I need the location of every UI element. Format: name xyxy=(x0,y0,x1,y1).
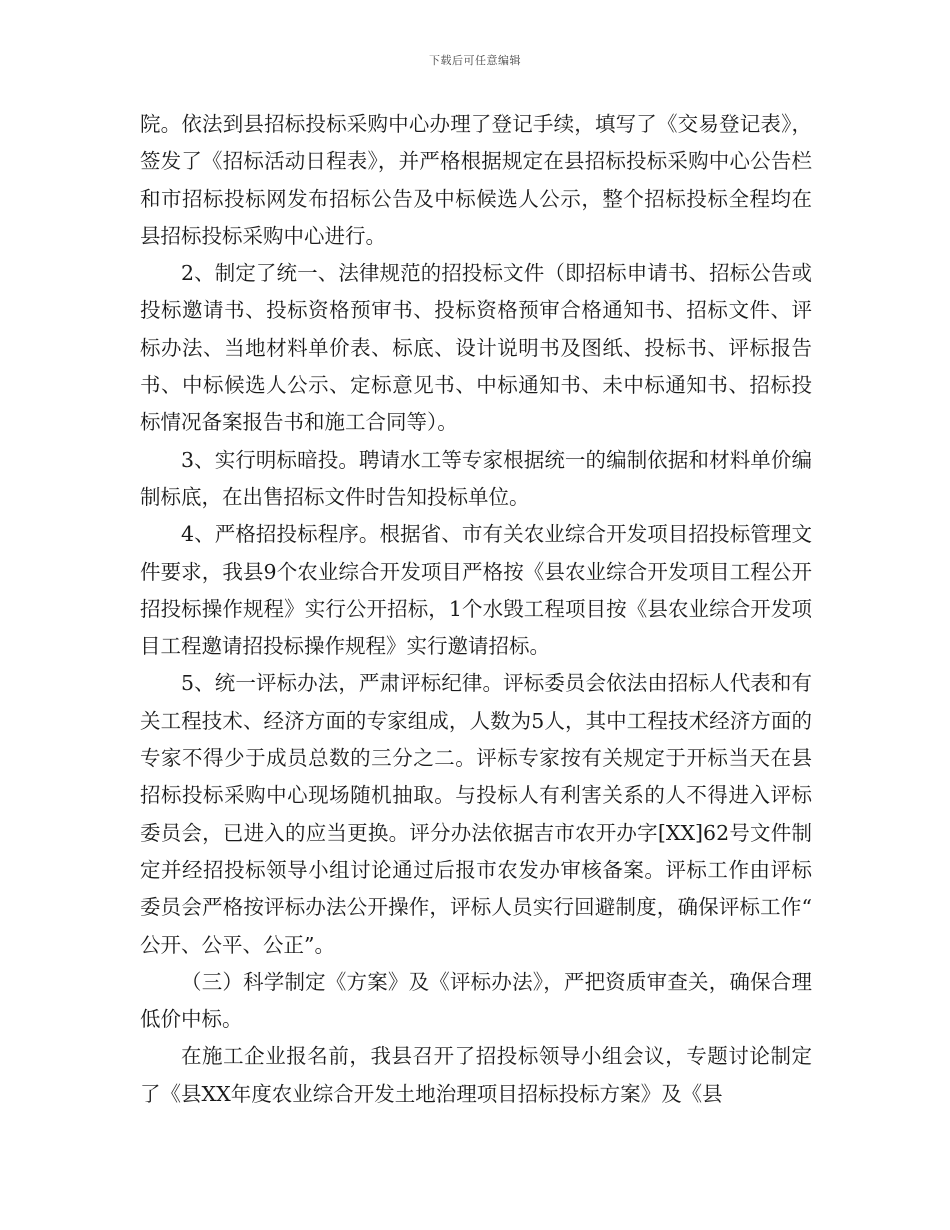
document-body xyxy=(140,106,812,1113)
paragraph-item-4: 4、严格招投标程序。根据省、市有关农业综合开发项目招投标管理文件要求，我县9个农业综合开发项目严格按《县农业综合开发项目工程公开招投标操作规程》实行公开招标，1个水毁工程项目按《县农业综合开发项目工程邀请招投标操作规程》实行邀请招标。 xyxy=(140,522,812,659)
paragraph-item-3: 3、实行明标暗投。聘请水工等专家根据统一的编制依据和材料单价编制标底，在出售招标文件时告知投标单位。 xyxy=(140,447,812,509)
paragraph-continuation: 院。依法到县招标投标采购中心办理了登记手续，填写了《交易登记表》，签发了《招标活动日程表》，并严格根据规定在县招标投标采购中心公告栏和市招标投标网发布招标公告及中标候选人公示，整个招标投标全程均在县招标投标采购中心进行。 xyxy=(140,112,812,248)
page-header: 下载后可任意编辑 xyxy=(429,54,521,67)
paragraph-item-5: 5、统一评标办法，严肃评标纪律。评标委员会依法由招标人代表和有关工程技术、经济方面的专家组成，人数为5人，其中工程技术经济方面的专家不得少于成员总数的三分之二。评标专家按有关规定于开标当天在县招标投标采购中心现场随机抽取。与投标人有利害关系的人不得进入评标委员会，已进入的应当更换。评分办法依据吉市农开办字[XX]62号文件制定并经招投标领导小组讨论通过后报市农发办审核备案。评标工作由评标委员会严格按评标办法公开操作，评标人员实行回避制度，确保评标工作“公开、公平、公正”。 xyxy=(140,671,812,957)
paragraph-item-2: 2、制定了统一、法律规范的招投标文件（即招标申请书、招标公告或投标邀请书、投标资格预审书、投标资格预审合格通知书、招标文件、评标办法、当地材料单价表、标底、设计说明书及图纸、投标书、评标报告书、中标候选人公示、定标意见书、中标通知书、未中标通知书、招标投标情况备案报告书和施工合同等）。 xyxy=(140,261,812,435)
paragraph-body: 在施工企业报名前，我县召开了招投标领导小组会议，专题讨论制定了《县XX年度农业综合开发土地治理项目招标投标方案》及《县 xyxy=(140,1044,812,1106)
section-heading-3: （三）科学制定《方案》及《评标办法》，严把资质审查关，确保合理低价中标。 xyxy=(140,969,812,1032)
